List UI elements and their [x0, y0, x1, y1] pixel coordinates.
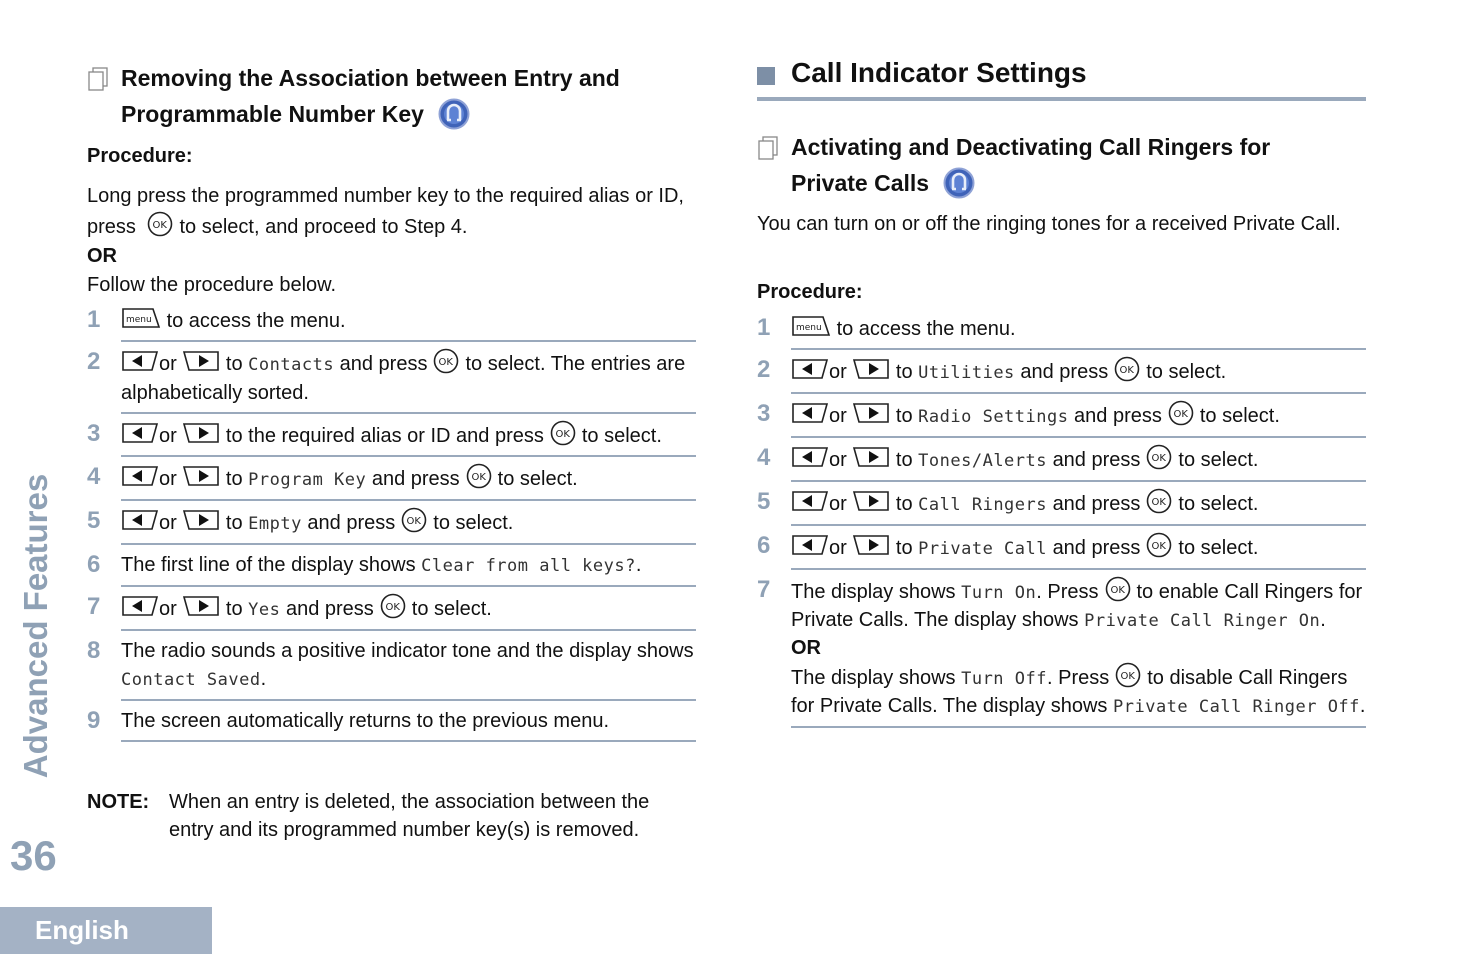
left-arrow-key-icon	[791, 489, 829, 513]
left-arrow-key-icon	[791, 445, 829, 469]
feature-badge-icon	[943, 167, 975, 199]
step-5: 5 or to Empty and press to select.	[121, 501, 696, 545]
section-title: Call Indicator Settings	[791, 57, 1087, 88]
note	[87, 788, 699, 844]
ok-button-icon	[1146, 444, 1172, 470]
side-tab-title: Advanced Features	[17, 473, 55, 779]
left-intro: Long press the programmed number key to the required alias or ID, press to select, and proceed to Step 4. OR Follow the procedure below.	[87, 185, 684, 296]
right-section-heading: Activating and Deactivating Call Ringers for Private Calls	[791, 129, 1270, 201]
ok-button-icon	[1168, 400, 1194, 426]
or-label: OR	[791, 637, 821, 659]
right-arrow-key-icon	[852, 357, 890, 381]
right-arrow-key-icon	[182, 508, 220, 532]
step-5: 5 or to Call Ringers and press to select.	[791, 482, 1366, 526]
right-arrow-key-icon	[852, 489, 890, 513]
follow-text: Follow the procedure below.	[87, 274, 337, 296]
right-steps	[757, 308, 1366, 728]
ok-button-icon	[1115, 662, 1141, 688]
step-7: 7 The display shows Turn On. Press to enable Call Ringers for Private Calls. The display shows Private Call Ringer On. OR The display shows Turn Off. Press to disable Call Ringers for Private Calls. The display shows Private Call Ringer Off.	[791, 570, 1366, 728]
left-arrow-key-icon	[121, 349, 159, 373]
step-3: 3 or to Radio Settings and press to select.	[791, 394, 1366, 438]
language-tab: English	[0, 907, 212, 954]
ok-button-icon	[1114, 356, 1140, 382]
left-arrow-key-icon	[121, 464, 159, 488]
step-3: 3 or to the required alias or ID and press to select.	[121, 414, 696, 457]
procedure-label: Procedure:	[757, 281, 863, 303]
menu-key-icon	[791, 314, 831, 338]
left-arrow-key-icon	[121, 508, 159, 532]
ok-button-icon	[433, 348, 459, 374]
left-arrow-key-icon	[791, 357, 829, 381]
step-2: 2 or to Utilities and press to select.	[791, 350, 1366, 394]
ok-button-icon	[380, 593, 406, 619]
step-8: 8 The radio sounds a positive indicator tone and the display shows Contact Saved.	[121, 631, 696, 701]
step-9: 9 The screen automatically returns to the previous menu.	[121, 701, 696, 742]
step-1: 1 to access the menu.	[121, 300, 696, 342]
left-arrow-key-icon	[121, 421, 159, 445]
document-icon	[87, 67, 109, 91]
or-label: OR	[87, 245, 117, 267]
ok-button-icon	[466, 463, 492, 489]
document-icon	[757, 136, 779, 160]
right-arrow-key-icon	[182, 464, 220, 488]
right-arrow-key-icon	[852, 401, 890, 425]
page-number: 36	[10, 832, 57, 879]
ok-button-icon	[1105, 576, 1131, 602]
step-1: 1 to access the menu.	[791, 308, 1366, 350]
ok-button-icon	[1146, 488, 1172, 514]
right-intro: You can turn on or off the ringing tones for a received Private Call.	[757, 213, 1341, 235]
right-arrow-key-icon	[182, 349, 220, 373]
step-6: 6 The first line of the display shows Clear from all keys?.	[121, 545, 696, 587]
ok-button-icon	[1146, 532, 1172, 558]
left-steps	[87, 300, 696, 742]
section-rule	[757, 97, 1366, 101]
procedure-label: Procedure:	[87, 145, 193, 167]
step-4: 4 or to Program Key and press to select.	[121, 457, 696, 501]
menu-key-icon	[121, 306, 161, 330]
note-label: NOTE:	[87, 791, 150, 813]
ok-button-icon	[401, 507, 427, 533]
right-arrow-key-icon	[182, 421, 220, 445]
step-6: 6 or to Private Call and press to select.	[791, 526, 1366, 570]
right-arrow-key-icon	[852, 445, 890, 469]
step-4: 4 or to Tones/Alerts and press to select.	[791, 438, 1366, 482]
left-section-heading: Removing the Association between Entry and Programmable Number Key	[121, 60, 620, 132]
section-marker	[757, 67, 775, 85]
note-text: When an entry is deleted, the association between the entry and its programmed number key(s) is removed.	[169, 791, 650, 841]
left-arrow-key-icon	[791, 401, 829, 425]
right-arrow-key-icon	[852, 533, 890, 557]
ok-button-icon	[147, 211, 173, 237]
feature-badge-icon	[438, 98, 470, 130]
left-arrow-key-icon	[791, 533, 829, 557]
right-arrow-key-icon	[182, 594, 220, 618]
step-2: 2 or to Contacts and press to select. The entries are alphabetically sorted.	[121, 342, 696, 414]
ok-button-icon	[550, 420, 576, 446]
left-arrow-key-icon	[121, 594, 159, 618]
step-7: 7 or to Yes and press to select.	[121, 587, 696, 631]
